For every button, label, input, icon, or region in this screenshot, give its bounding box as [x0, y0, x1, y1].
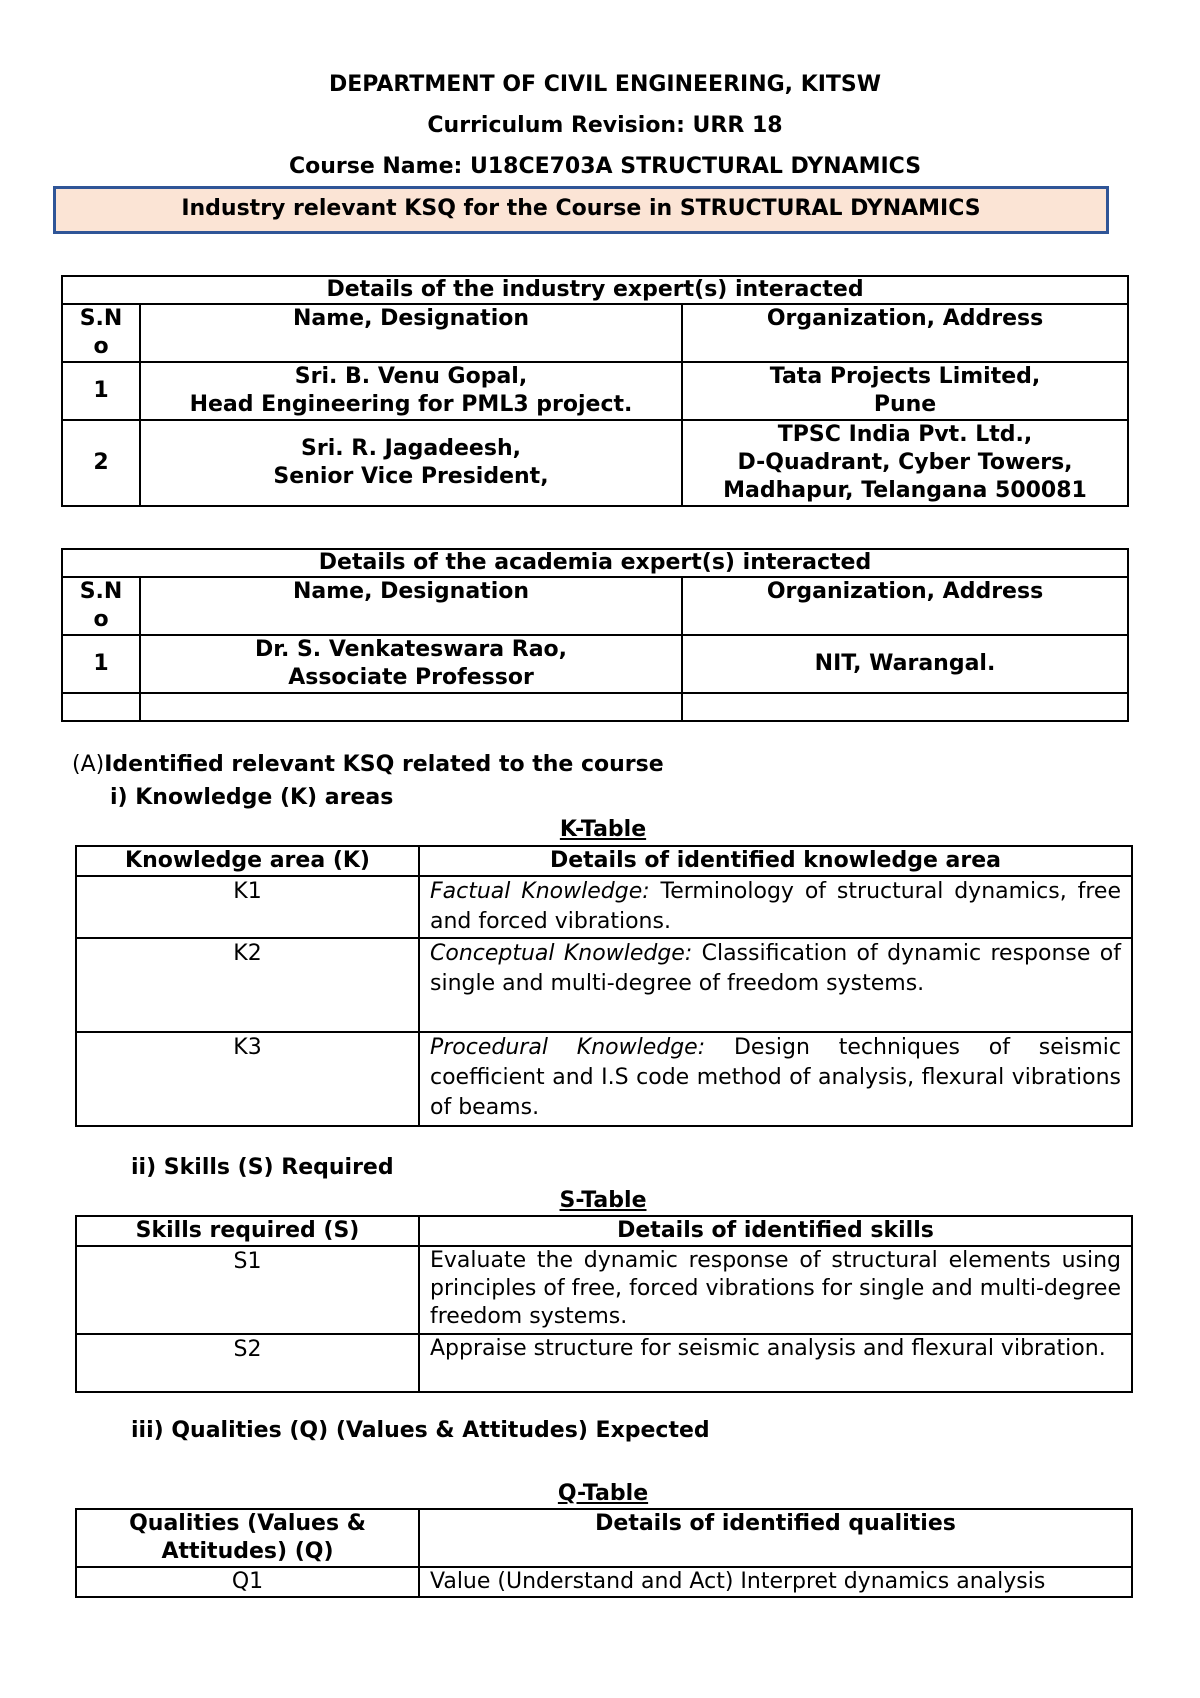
q-table-col1-header: Qualities (Values & Attitudes) (Q) [76, 1509, 419, 1567]
table-row: 1 Dr. S. Venkateswara Rao, Associate Professor NIT, Warangal. [62, 635, 1128, 693]
q-table-col2-header: Details of identified qualities [419, 1509, 1132, 1567]
sno-header: S.N o [62, 577, 140, 635]
organization-address-header: Organization, Address [682, 304, 1128, 362]
k-table-col1-header: Knowledge area (K) [76, 846, 419, 876]
table-row: S1 Evaluate the dynamic response of structural elements using principles of free, forced vibrations for single and multi-degree freedom systems. [76, 1246, 1132, 1334]
name-designation-header: Name, Designation [140, 577, 682, 635]
table-row: K2 Conceptual Knowledge: Classification of dynamic response of single and multi-degree of freedom systems. [76, 938, 1132, 1032]
academia-caption: Details of the academia expert(s) interacted [62, 549, 1128, 577]
table-row: K1 Factual Knowledge: Terminology of structural dynamics, free and forced vibrations. [76, 876, 1132, 938]
s-table-col2-header: Details of identified skills [419, 1216, 1132, 1246]
academia-experts-table [61, 548, 1129, 722]
q-table-title: Q-Table [557, 1481, 649, 1506]
qualities-heading: iii) Qualities (Q) (Values & Attitudes) Expected [131, 1418, 710, 1443]
section-a-title: (A)Identified relevant KSQ related to the course [72, 752, 664, 777]
industry-experts-table [61, 275, 1129, 507]
course-name: Course Name: U18CE703A STRUCTURAL DYNAMICS [288, 154, 922, 179]
organization-address-header: Organization, Address [682, 577, 1128, 635]
table-row: K3 Procedural Knowledge: Design techniques of seismic coefficient and I.S code method of analysis, flexural vibrations of beams. [76, 1032, 1132, 1126]
knowledge-heading: i) Knowledge (K) areas [110, 785, 394, 810]
s-table-col1-header: Skills required (S) [76, 1216, 419, 1246]
q-table [75, 1508, 1133, 1598]
table-row-empty [62, 693, 1128, 721]
table-row: Q1 Value (Understand and Act) Interpret dynamics analysis [76, 1567, 1132, 1597]
name-designation-header: Name, Designation [140, 304, 682, 362]
s-table-title: S-Table [559, 1188, 647, 1213]
k-table [75, 845, 1133, 1127]
sno-header: S.N o [62, 304, 140, 362]
table-row: S2 Appraise structure for seismic analysis and flexural vibration. [76, 1334, 1132, 1392]
industry-caption: Details of the industry expert(s) interacted [62, 276, 1128, 304]
k-table-col2-header: Details of identified knowledge area [419, 846, 1132, 876]
s-table [75, 1215, 1133, 1393]
table-row: 2 Sri. R. Jagadeesh, Senior Vice President, TPSC India Pvt. Ltd., D-Quadrant, Cyber Towers, Madhapur, Telangana 500081 [62, 420, 1128, 506]
skills-heading: ii) Skills (S) Required [131, 1155, 394, 1180]
k-table-title: K-Table [559, 817, 647, 842]
table-row: 1 Sri. B. Venu Gopal, Head Engineering for PML3 project. Tata Projects Limited, Pune [62, 362, 1128, 420]
curriculum-revision: Curriculum Revision: URR 18 [427, 113, 783, 138]
department-title: DEPARTMENT OF CIVIL ENGINEERING, KITSW [328, 72, 882, 97]
ksq-banner: Industry relevant KSQ for the Course in STRUCTURAL DYNAMICS [53, 186, 1109, 234]
